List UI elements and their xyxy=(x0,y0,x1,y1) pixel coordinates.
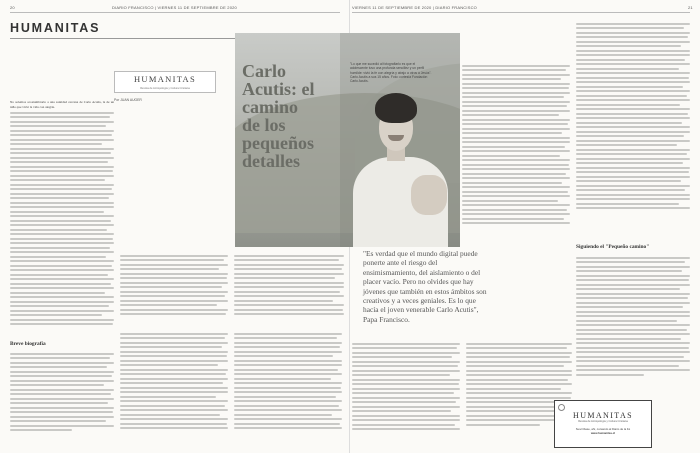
page-number-left: 20 xyxy=(10,5,15,10)
ad-url-link[interactable]: www.humanitas.cl xyxy=(590,431,616,435)
article-intro-column xyxy=(10,100,114,340)
pull-quote-attribution: Papa Francisco. xyxy=(363,314,410,324)
section-title: HUMANITAS xyxy=(10,21,101,35)
biography-column xyxy=(10,350,114,448)
byline: Por JUAN AUGER xyxy=(114,98,142,102)
pull-quote xyxy=(363,249,488,324)
title-line: camino xyxy=(242,97,298,117)
body-column-4 xyxy=(462,62,570,242)
title-line: Carlo xyxy=(242,61,286,81)
ad-wordmark: HUMANITAS xyxy=(573,411,633,420)
portrait-figure xyxy=(353,93,448,247)
photo-caption: "Lo que me sucedió al fotografiarlo es que el adolescente tuvo una profunda sencillez y un perfil humilde: vivió la fe con alegría y atrajo a otros a Jesús". Carlo Acutis a sus 15 años. Foto: cortesía Fundación Carlo Acutis. xyxy=(350,62,432,84)
body-column-under-photo-2 xyxy=(234,252,344,326)
ad-subscribe-text: Suscríbase, ahí, cursando al Diario de la Fé xyxy=(575,427,631,431)
title-line: detalles xyxy=(242,151,300,171)
body-column-2 xyxy=(120,330,228,448)
humanitas-ad[interactable] xyxy=(554,400,652,448)
humanitas-logo xyxy=(114,71,216,93)
folio-right: VIERNES 11 DE SEPTIEMBRE DE 2020 | DIARIO FRANCISCO xyxy=(352,5,477,10)
emblem-icon xyxy=(558,404,565,411)
title-line: pequeños xyxy=(242,133,315,153)
title-line: Acutis: el xyxy=(242,79,315,99)
figure-hair xyxy=(375,93,417,123)
body-column-6 xyxy=(576,254,690,394)
header-rule-left xyxy=(10,12,340,13)
subhead-biography: Breve biografía xyxy=(10,341,46,347)
ad-tagline: Revista de Antropología y Cultura Cristiana xyxy=(578,420,628,423)
pull-quote-text: "Es verdad que el mundo digital puede ponerte ante el riesgo del ensimismamiento, del aislamiento o del placer vacío. Pero no olvides que hay jóvenes que también en estos ámbitos son creativos y a veces geniales. Es lo que hacía el joven venerable Carlo Acutis", xyxy=(363,249,487,315)
logo-wordmark: HUMANITAS xyxy=(133,74,197,84)
figure-arm xyxy=(411,175,447,215)
page-number-right: 21 xyxy=(688,5,693,10)
body-column-under-photo-1 xyxy=(120,252,228,326)
logo-tagline: Revista de Antropología y Cultura Cristiana xyxy=(140,87,190,90)
body-column-7 xyxy=(352,340,460,448)
body-column-5 xyxy=(576,20,690,240)
body-column-3 xyxy=(234,330,342,448)
folio-left: DIARIO FRANCISCO | VIERNES 11 DE SEPTIEMBRE DE 2020 xyxy=(112,5,237,10)
article-intro: No solemos acostumbrarlo a una santidad cercana de Carlo Acutis, la de un niño que vivió la vida con alegría. xyxy=(10,100,114,109)
title-line: de los xyxy=(242,115,286,135)
subhead-right: Siguiendo el "Pequeño camino" xyxy=(576,244,650,250)
article-title xyxy=(242,62,352,170)
header-rule-right xyxy=(352,12,690,13)
